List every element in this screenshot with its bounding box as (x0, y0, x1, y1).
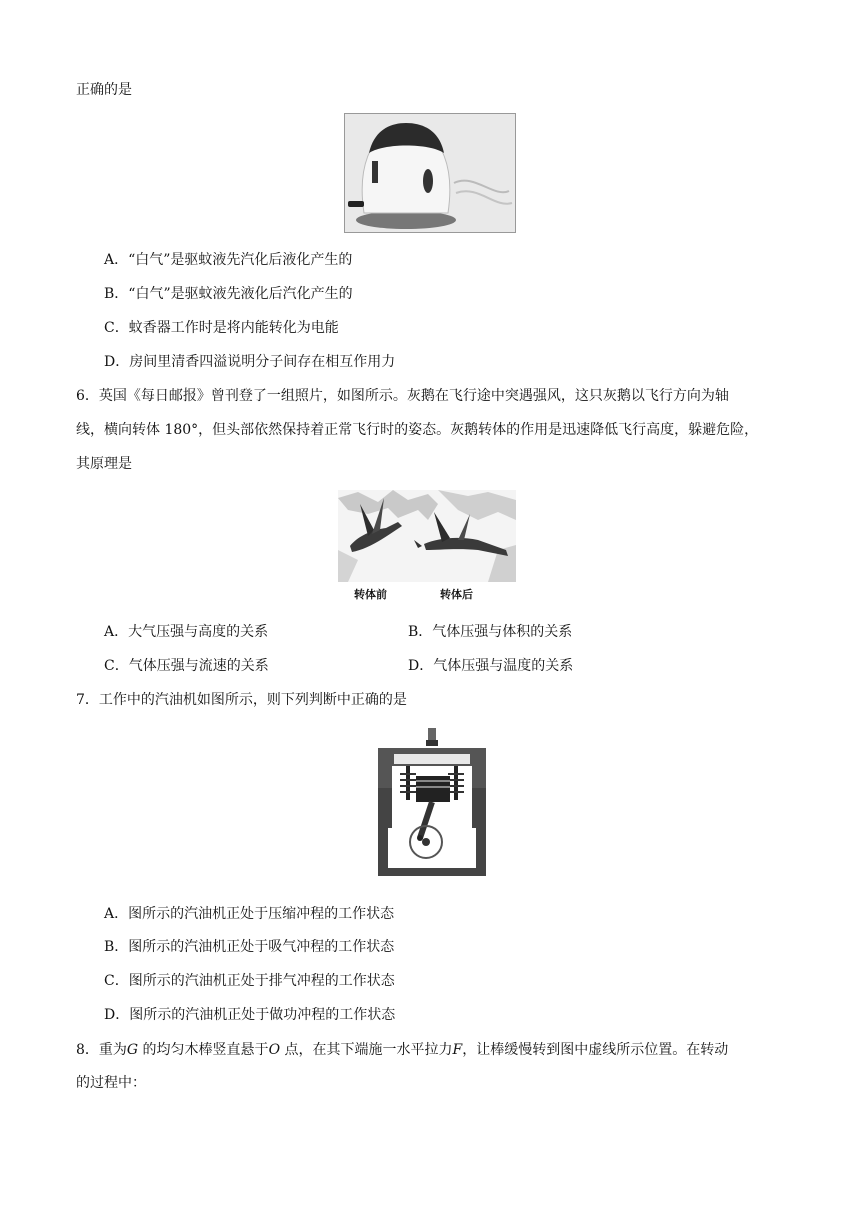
goose-flight-photo (338, 490, 516, 586)
q7-stem: 7．工作中的汽油机如图所示，则下列判断中正确的是 (76, 692, 407, 708)
q7-option-d: D．图所示的汽油机正处于做功冲程的工作状态 (104, 1007, 396, 1023)
q5-option-d: D．房间里清香四溢说明分子间存在相互作用力 (104, 354, 396, 370)
q8-text-1: 8．重为 (76, 1042, 127, 1058)
q8-text-2: 的均匀木棒竖直悬于 (138, 1042, 269, 1058)
q8-text-3: 点，在其下端施一水平拉力 (280, 1042, 453, 1058)
q7-option-c: C．图所示的汽油机正处于排气冲程的工作状态 (104, 973, 395, 989)
q6-stem-line1: 6．英国《每日邮报》曾刊登了一组照片，如图所示。灰鹅在飞行途中突遇强风，这只灰鹅以飞行方向为轴 (76, 388, 729, 404)
q5-option-a: A．“白气”是驱蚊液先汽化后液化产生的 (104, 252, 353, 268)
q8-stem-line1 (76, 1040, 728, 1060)
q8-stem-line2: 的过程中： (76, 1075, 146, 1091)
q7-option-a: A．图所示的汽油机正处于压缩冲程的工作状态 (104, 906, 395, 922)
q8-symbol-f: F (452, 1042, 463, 1058)
q8-text-4: ，让棒缓慢转到图中虚线所示位置。在转动 (462, 1042, 729, 1058)
mosquito-repeller-photo (344, 113, 516, 237)
engine-diagram (372, 726, 492, 890)
q8-symbol-g: G (126, 1042, 139, 1058)
goose-caption-after: 转体后 (440, 588, 473, 601)
q6-stem-line2: 线，横向转体 180°，但头部依然保持着正常飞行时的姿态。灰鹅转体的作用是迅速降低飞行高度，躲避危险， (76, 422, 759, 438)
q6-option-a: A．大气压强与高度的关系 (104, 624, 269, 640)
q5-stem-tail: 正确的是 (76, 82, 132, 98)
goose-caption-before: 转体前 (354, 588, 387, 601)
q6-stem-line3: 其原理是 (76, 456, 132, 472)
q6-option-d: D．气体压强与温度的关系 (408, 658, 574, 674)
q7-option-b: B．图所示的汽油机正处于吸气冲程的工作状态 (104, 939, 395, 955)
q6-option-b: B．气体压强与体积的关系 (408, 624, 573, 640)
q5-option-b: B．“白气”是驱蚊液先液化后汽化产生的 (104, 286, 353, 302)
q6-option-c: C．气体压强与流速的关系 (104, 658, 269, 674)
q8-symbol-o: O (268, 1042, 281, 1058)
q5-option-c: C．蚊香器工作时是将内能转化为电能 (104, 320, 339, 336)
